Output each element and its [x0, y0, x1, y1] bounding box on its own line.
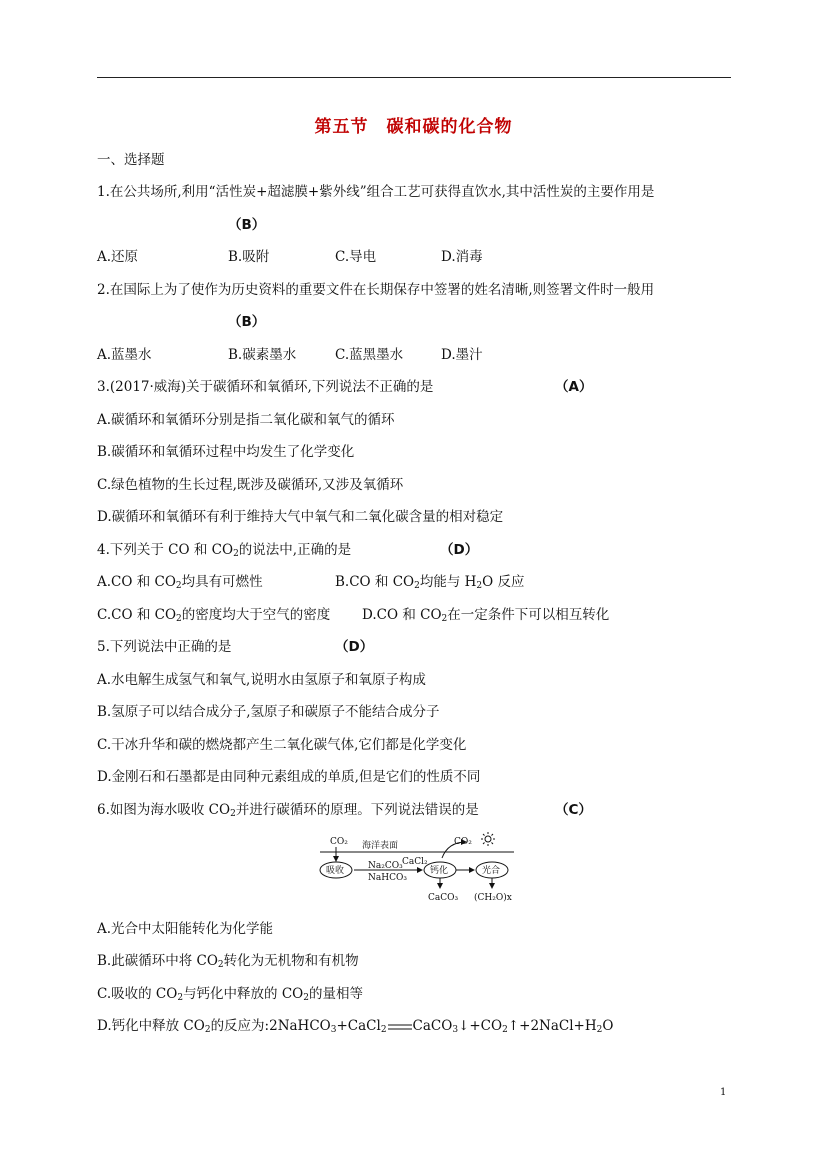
q6-option-c: C.吸收的 $CO_2$与钙化中释放的 $CO_2$的量相等: [97, 986, 363, 1003]
q2-option-c: C.蓝黑墨水: [335, 347, 404, 363]
na2co3-label: Na₂CO₃: [368, 861, 403, 871]
caco3-label: CaCO₃: [428, 893, 459, 903]
header-rule: [97, 77, 731, 78]
q1-answer: （B）: [228, 217, 266, 233]
q2-options: [97, 346, 483, 364]
q1-option-b: B.吸附: [228, 249, 270, 265]
q2-option-a: A.蓝墨水: [97, 347, 152, 363]
page-title: 第五节 碳和碳的化合物: [314, 117, 513, 137]
q5-answer: （D）: [335, 639, 374, 655]
co2-out-label: CO₂: [454, 837, 472, 847]
q1-stem: 1.在公共场所,利用“活性炭+超滤膜+紫外线”组合工艺可获得直饮水,其中活性炭的主要作用是: [97, 184, 655, 200]
calcify-label: 钙化: [430, 866, 449, 876]
q4-stem: 4.下列关于 CO 和 $CO_2$的说法中,正确的是: [97, 542, 352, 559]
absorb-label: 吸收: [326, 866, 345, 876]
q5-option-d: D.金刚石和石墨都是由同种元素组成的单质,但是它们的性质不同: [97, 769, 481, 785]
ch2o-label: (CH₂O)x: [474, 893, 512, 903]
q2-option-d: D.墨汁: [441, 347, 483, 363]
q2-stem: 2.在国际上为了使作为历史资料的重要文件在长期保存中签署的姓名清晰,则签署文件时一般用: [97, 282, 655, 298]
q6-stem: 6.如图为海水吸收 $CO_2$并进行碳循环的原理。下列说法错误的是: [97, 802, 479, 819]
q6-option-a: A.光合中太阳能转化为化学能: [97, 921, 274, 937]
q1-option-a: A.还原: [97, 249, 139, 265]
q3-option-d: D.碳循环和氧循环有利于维持大气中氧气和二氧化碳含量的相对稳定: [97, 509, 504, 525]
sea-surface-label: 海洋表面: [362, 841, 399, 851]
q3-option-c: C.绿色植物的生长过程,既涉及碳循环,又涉及氧循环: [97, 477, 404, 493]
sun-icon: [481, 832, 495, 846]
photo-label: 光合: [482, 866, 501, 876]
nahco3-label: NaHCO₃: [368, 873, 407, 883]
q1-option-d: D.消毒: [441, 249, 483, 265]
q1-options: [97, 248, 483, 266]
co2-in-label: CO₂: [330, 837, 348, 847]
q3-option-a: A.碳循环和氧循环分别是指二氧化碳和氧气的循环: [97, 412, 395, 428]
q2-answer: （B）: [228, 314, 266, 330]
q3-answer: （A）: [555, 379, 593, 395]
q4-option-a: A.CO 和 $CO_2$均具有可燃性: [97, 574, 263, 591]
q1-option-c: C.导电: [335, 249, 377, 265]
q2-option-b: B.碳素墨水: [228, 347, 297, 363]
q6-option-d: D.钙化中释放 $CO_2$的反应为:2NaHCO$_3$+CaCl$_2$ $CaCO_3↓+CO_2↑+2NaCl+H_2O$: [97, 1018, 614, 1035]
q4-option-d: D.CO 和 $CO_2$在一定条件下可以相互转化: [362, 607, 610, 624]
carbon-cycle-diagram: [318, 830, 518, 906]
q4-answer: （D）: [440, 542, 479, 558]
section-heading: 一、选择题: [97, 152, 165, 168]
q4-option-c: C.CO 和 $CO_2$的密度均大于空气的密度: [97, 607, 331, 624]
q5-stem: 5.下列说法中正确的是: [97, 639, 232, 655]
q3-option-b: B.碳循环和氧循环过程中均发生了化学变化: [97, 444, 355, 460]
q4-option-b: B.CO 和 $CO_2$均能与 $H_2O$ 反应: [335, 574, 525, 591]
q5-option-b: B.氢原子可以结合成分子,氢原子和碳原子不能结合成分子: [97, 704, 440, 720]
q5-option-a: A.水电解生成氢气和氧气,说明水由氢原子和氧原子构成: [97, 672, 426, 688]
q5-option-c: C.干冰升华和碳的燃烧都产生二氧化碳气体,它们都是化学变化: [97, 737, 467, 753]
cacl2-label: CaCl₂: [402, 857, 428, 867]
page-number: 1: [720, 1087, 727, 1098]
q6-answer: （C）: [555, 802, 592, 818]
q6-option-b: B.此碳循环中将 $CO_2$转化为无机物和有机物: [97, 953, 359, 970]
q3-stem: 3.(2017·威海)关于碳循环和氧循环,下列说法不正确的是: [97, 379, 434, 395]
equals-sign: [387, 1023, 413, 1031]
